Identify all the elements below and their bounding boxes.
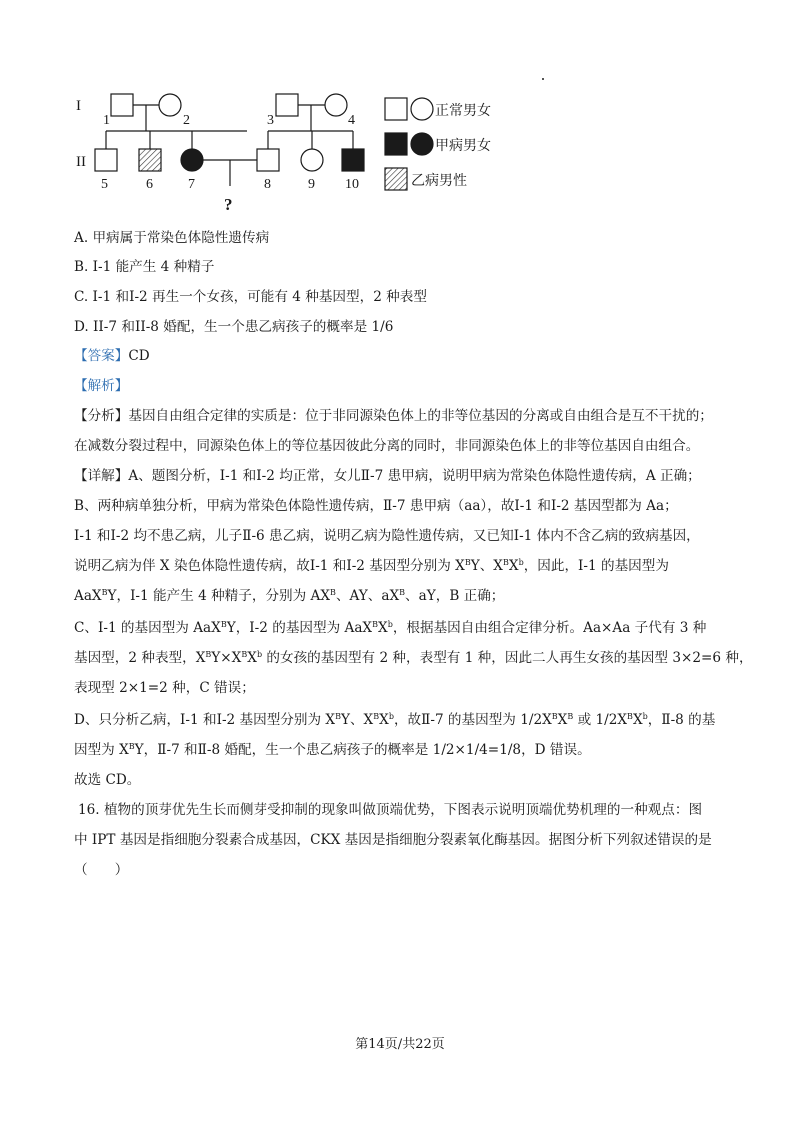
answer-value: CD [128,348,150,364]
individual-1-male [111,94,133,116]
individual-3-male [276,94,298,116]
detail-line-10: 因型为 $X^BY$，Ⅱ-7 和Ⅱ-8 婚配，生一个患乙病孩子的概率是 1/2×1/4=1/8，D 错误。 [74,742,591,758]
legend-disease-a-male-symbol [385,133,407,155]
individual-5-male [95,149,117,171]
label-10: 10 [345,177,359,192]
detail-line-3: Ⅰ-1 和Ⅰ-2 均不患乙病，儿子Ⅱ-6 患乙病，说明乙病为隐性遗传病，又已知Ⅰ-1 体内不含乙病的致病基因， [74,528,700,544]
detail-line-6: C、Ⅰ-1 的基因型为 AaX$^B$Y，Ⅰ-2 的基因型为 $AaX^BX^b$，根据基因自由组合定律分析。Aa×Aa 子代有 3 种 [74,620,707,636]
fenxi-label: 分析 [87,408,115,424]
label-3: 3 [267,113,274,128]
analysis-label: 解析 [87,378,115,394]
label-8: 8 [264,177,271,192]
individual-8-male [257,149,279,171]
individual-9-female [301,149,323,171]
individual-4-female [325,94,347,116]
label-2: 2 [183,113,190,128]
detail-line-7: 基因型，2 种表型，$X^BY\times X^BX^b$ 的女孩的基因型有 2 种，表型有 1 种，因此二人再生女孩的基因型 3×2=6 种， [74,650,753,666]
option-b: B. I-1 能产生 4 种精子 [74,259,215,275]
page-footer: 第14页/共22页 [355,1037,445,1052]
label-6: 6 [146,177,153,192]
scan-dot [542,78,544,80]
detail-line-1: 【详解】A、题图分析，Ⅰ-1 和Ⅰ-2 均正常，女儿Ⅱ-7 患甲病，说明甲病为常染色体隐性遗传病，A 正确； [74,468,701,484]
legend-disease-a-label: 甲病男女 [435,138,491,154]
label-5: 5 [101,177,108,192]
legend-normal-label: 正常男女 [435,103,491,119]
answer-label: 答案 [87,348,115,364]
q16-line-2: 中 IPT 基因是指细胞分裂素合成基因，CKX 基因是指细胞分裂素氧化酶基因。据图分析下列叙述错误的是 [74,832,712,848]
label-7: 7 [188,177,195,192]
analysis-heading: 【解析】 [74,378,129,394]
individual-10-male-disease-a [342,149,364,171]
conclusion-line: 故选 CD。 [74,772,141,788]
answer-line: 【答案】CD [74,348,150,364]
detail-label: 详解 [87,468,115,484]
individual-7-female-disease-a [181,149,203,171]
option-d: D. II-7 和II-8 婚配，生一个患乙病孩子的概率是 1/6 [74,319,394,335]
label-4: 4 [348,113,355,128]
option-c: C. I-1 和I-2 再生一个女孩，可能有 4 种基因型，2 种表型 [74,289,427,305]
fenxi-line-2: 在减数分裂过程中，同源染色体上的等位基因彼此分离的同时，非同源染色体上的非等位基因自由组合。 [74,438,700,454]
legend-normal-female-symbol [411,98,433,120]
individual-2-female [159,94,181,116]
legend-disease-a-female-symbol [411,133,433,155]
gen-2-label: II [76,154,86,170]
detail-line-4: 说明乙病为伴 X 染色体隐性遗传病，故Ⅰ-1 和Ⅰ-2 基因型分别为 $X^BY$、$X^BX^b$，因此，Ⅰ-1 的基因型为 [74,558,669,574]
individual-6-male-disease-b [139,149,161,171]
pedigree-diagram [60,76,520,216]
label-9: 9 [308,177,315,192]
detail-line-5: AaX$^B$Y，Ⅰ-1 能产生 4 种精子，分别为 $AX^B$、AY、$aX^B$、aY，B 正确； [74,588,505,604]
legend-disease-b-male-symbol [385,168,407,190]
q16-line-3: （ ） [74,862,129,878]
fenxi-line-1: 【分析】基因自由组合定律的实质是：位于非同源染色体上的非等位基因的分离或自由组合是互不干扰的； [74,408,713,424]
label-1: 1 [103,113,110,128]
detail-line-2: B、两种病单独分析，甲病为常染色体隐性遗传病，Ⅱ-7 患甲病（aa），故Ⅰ-1 和Ⅰ-2 基因型都为 Aa； [74,498,678,514]
detail-line-8: 表现型 2×1=2 种，C 错误； [74,680,255,696]
legend-disease-b-label: 乙病男性 [411,173,467,189]
gen-1-label: I [76,98,81,114]
legend-normal-male-symbol [385,98,407,120]
q16-line-1: 16. 植物的顶芽优先生长而侧芽受抑制的现象叫做顶端优势，下图表示说明顶端优势机理的一种观点：图 [78,802,703,818]
option-a: A. 甲病属于常染色体隐性遗传病 [74,230,270,246]
detail-line-9: D、只分析乙病，Ⅰ-1 和Ⅰ-2 基因型分别为 $X^BY$、$X^BX^b$，故Ⅱ-7 的基因型为 $1/2X^BX^B$ 或 $1/2X^BX^b$，Ⅱ-8 的基 [74,712,716,728]
offspring-question-mark: ? [224,195,233,214]
